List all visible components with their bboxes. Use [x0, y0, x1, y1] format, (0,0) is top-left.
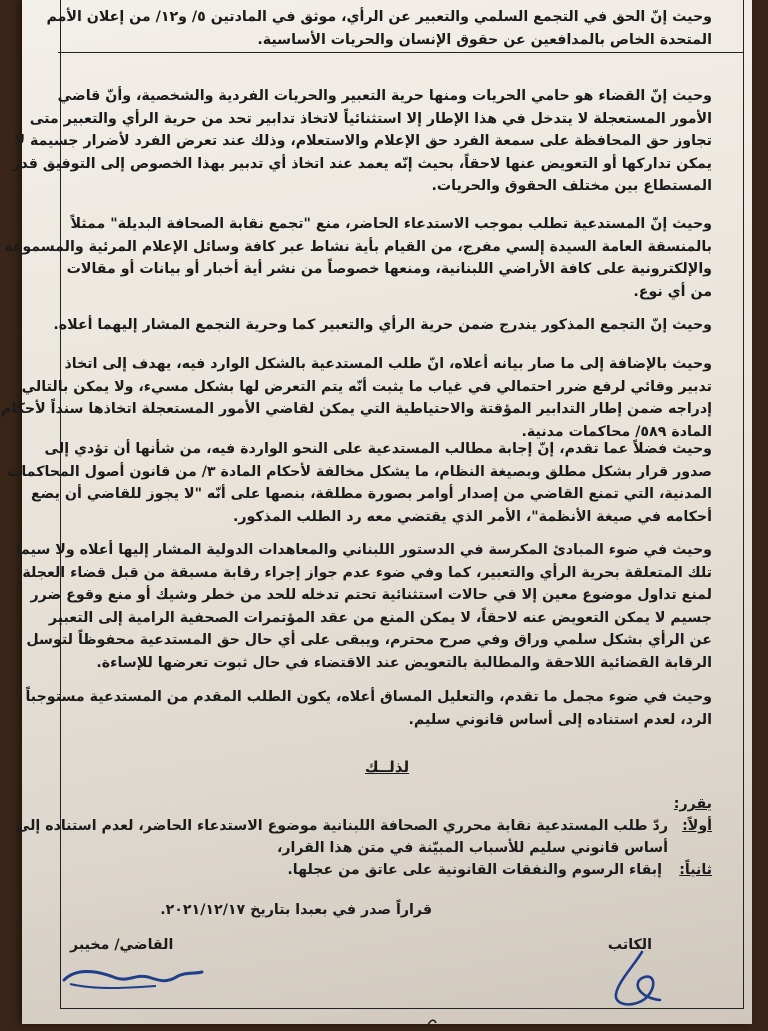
- paragraph-line: أحكامه في صيغة الأنظمة"، الأمر الذي يقتضي معه رد الطلب المذكور.: [232, 508, 712, 525]
- paragraph-line: من أي نوع.: [633, 283, 712, 300]
- judge-signature: [56, 960, 206, 996]
- paragraph-line: المستطاع بين مختلف الحقوق والحريات.: [431, 178, 712, 194]
- second-item-label: ثانياً:: [679, 862, 712, 878]
- paragraph-1: [46, 6, 712, 51]
- paragraph-line: وحيث إنّ المستدعية تطلب بموجب الاستدعاء الحاضر، منع "تجمع نقابة الصحافة البديلة" ممثلاً: [70, 216, 712, 232]
- paragraph-line: إدراجه ضمن إطار التدابير المؤقتة والاحتياطية التي يمكن لقاضي الأمور المستعجلة اتخاذها سنداً لأحكام: [0, 401, 712, 417]
- first-item-label: أولاً:: [682, 818, 712, 834]
- decision-intro: يقرر:: [673, 796, 712, 812]
- paragraph-line: المتحدة الخاص بالمدافعين عن حقوق الإنسان والحريات الأساسية.: [257, 31, 712, 48]
- paragraph-2: [12, 85, 712, 198]
- paragraph-6: [7, 438, 712, 528]
- paragraph-line: والإلكترونية على كافة الأراضي اللبنانية، ومنعها خصوصاً من نشر أية أخبار أو بيانات أو مقالات: [66, 261, 712, 277]
- paragraph-line: جسيم لا يمكن التعويض عنه لاحقاً، لا يمكن المنع من عقد المؤتمرات الصحفية الرامية إلى التعبير: [48, 609, 712, 626]
- paragraph-line: الرقابة القضائية اللاحقة والمطالبة بالتعويض عند الاقتضاء في حال ثبوت تعرضها للإساءة.: [96, 654, 712, 671]
- paragraph-8: [25, 686, 712, 731]
- paragraph-line: وحيث في ضوء مجمل ما تقدم، والتعليل المساق أعلاه، يكون الطلب المقدم من المستدعية مستوجباً: [25, 689, 712, 705]
- paragraph-line: تلك المتعلقة بحرية الرأي والتعبير، كما وفي ضوء عدم جواز إجراء رقابة مسبقة من قبل قضاء العجلة: [22, 564, 712, 581]
- second-item-text: إبقاء الرسوم والنفقات القانونية على عاتق من عجلها.: [287, 862, 662, 878]
- paragraph-line: الأمور المستعجلة لا يتدخل في هذا الإطار إلا استثنائياً لاتخاذ تدابير تحد من حرية الرأي والتعبير متى: [29, 110, 712, 127]
- issue-date-line: قراراً صدر في بعبدا بتاريخ ٢٠٢١/١٢/١٧.: [160, 902, 432, 918]
- paragraph-line: المدنية، التي تمنع القاضي من إصدار أوامر بصورة مطلقة، بنصها على أنّه "لا يجوز للقاضي أن يضع: [30, 486, 712, 502]
- paragraph-line: المادة ٥٨٩/ محاكمات مدنية.: [521, 423, 712, 440]
- clerk-label: الكاتب: [607, 937, 652, 953]
- paragraph-line: وحيث إنّ الحق في التجمع السلمي والتعبير عن الرأي، موثق في المادتين ٥/ و١٢/ من إعلان الأمم: [46, 9, 712, 25]
- page-number-mark: [427, 1012, 437, 1022]
- paragraph-7: [15, 539, 712, 674]
- paragraph-line: وحيث فضلاً عما تقدم، إنّ إجابة مطالب المستدعية على النحو الواردة فيه، من شأنها أن تؤدي إلى: [44, 441, 712, 457]
- top-border-line: [58, 52, 744, 53]
- paragraph-line: لمنع تداول موضوع معين إلا في حالات استثنائية تحتم تدخله للحد من خطر وشيك أو منع وقوع ضرر: [30, 587, 712, 603]
- paragraph-line: وحيث إنّ القضاء هو حامي الحريات ومنها حرية التعبير والحريات الفردية والشخصية، وأنّ قاضي: [57, 88, 712, 104]
- paragraph-line: تدبير وقائي لرفع ضرر احتمالي في غياب ما يثبت أنّه يتم التعرض لها بشكل مسيء، ولا يمكن بالتالي: [21, 378, 712, 395]
- paragraph-line: بالمنسقة العامة السيدة إلسي مفرج، من القيام بأية نشاط عبر كافة وسائل الإعلام المرئية والمسموعة: [4, 238, 712, 255]
- paragraph-line: وحيث بالإضافة إلى ما صار بيانه أعلاه، انّ طلب المستدعية بالشكل الوارد فيه، يهدف إلى اتخاذ: [64, 356, 712, 372]
- paragraph-5: [0, 353, 712, 443]
- section-heading: لذلــك: [364, 758, 410, 776]
- paragraph-line: الرد، لعدم استناده إلى أساس قانوني سليم.: [408, 711, 712, 728]
- paragraph-line: صدور قرار بشكل مطلق وبصيغة النظام، ما يشكل مخالفة لأحكام المادة ٣/ من قانون أصول المحاكمات: [7, 463, 712, 480]
- paragraph-line: وحيث إنّ التجمع المذكور يندرج ضمن حرية الرأي والتعبير كما وحرية التجمع المشار إليهما أعلاه.: [53, 317, 712, 333]
- first-item-line-2: أساس قانوني سليم للأسباب المبيّنة في متن هذا القرار،: [276, 840, 668, 856]
- judge-label: القاضي/ مخيبر: [70, 937, 174, 953]
- page-mark-glyph: [427, 1017, 437, 1027]
- paragraph-line: يمكن تداركها أو التعويض عنها لاحقاً، بحيث إنّه يعمد عند اتخاذ أي تدبير بهذا الخصوص إلى التوفيق قدر: [12, 155, 712, 172]
- clerk-signature: [602, 948, 672, 1010]
- paragraph-3: [4, 213, 712, 303]
- first-item-line-1: ردّ طلب المستدعية نقابة محرري الصحافة اللبنانية موضوع الاستدعاء الحاضر، لعدم استناده إلى: [15, 818, 668, 834]
- paragraph-line: عن الرأي بشكل سلمي وراق وفي صرح محترم، ويبقى على أي حال حق المستدعية محفوظاً لتوسل: [26, 632, 712, 648]
- paragraph-line: تجاوز حق المحافظة على سمعة الفرد حق الإعلام والاستعلام، وذلك عند تعرض الفرد لأضرار جسيمة لا: [14, 133, 712, 149]
- paragraph-line: وحيث في ضوء المبادئ المكرسة في الدستور اللبناني والمعاهدات الدولية المشار إليها أعلاه ولا سيما: [15, 542, 712, 558]
- paragraph-4: [53, 314, 712, 337]
